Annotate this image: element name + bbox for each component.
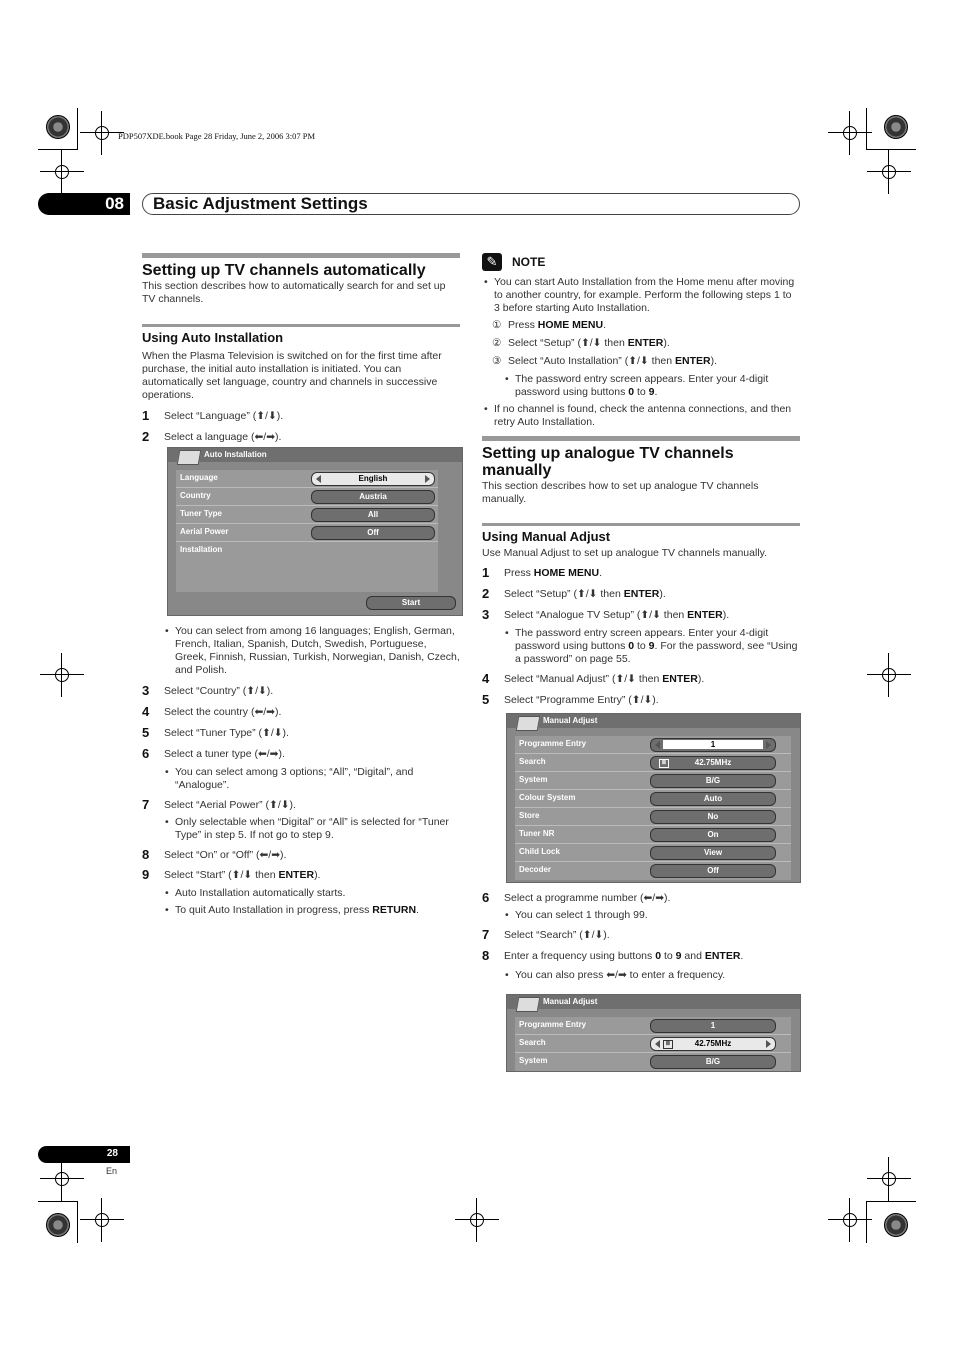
- menu-row-system[interactable]: System B/G: [515, 1053, 791, 1070]
- step: 3 Select “Country” (⬆/⬇).: [142, 683, 274, 698]
- step: 8 Enter a frequency using buttons 0 to 9 and ENTER.: [482, 948, 744, 963]
- menu-row-child-lock[interactable]: Child Lock View: [515, 844, 791, 862]
- left-column: [142, 253, 460, 444]
- crop-mark: [866, 1201, 867, 1243]
- step: 6 Select a programme number (⬅/➡).: [482, 890, 671, 905]
- menu-row-programme-entry[interactable]: Programme Entry 1: [515, 736, 791, 754]
- section-intro: This section describes how to automatically search for and set up TV channels.: [142, 280, 446, 305]
- step: 2 Select a language (⬅/➡).: [142, 429, 282, 444]
- step: 5 Select “Programme Entry” (⬆/⬇).: [482, 692, 659, 707]
- chapter-title: Basic Adjustment Settings: [153, 194, 368, 213]
- note-subbullet: • The password entry screen appears. Enter your 4-digit password using buttons 0 to 9.: [482, 373, 800, 399]
- crop-mark: [38, 149, 78, 150]
- paragraph: Use Manual Adjust to set up analogue TV channels manually.: [482, 547, 768, 559]
- screen-title: Manual Adjust: [507, 995, 800, 1009]
- tv-icon: [177, 450, 202, 465]
- step: 7 Select “Aerial Power” (⬆/⬇).: [142, 797, 296, 812]
- step: 9 Select “Start” (⬆/⬇ then ENTER).: [142, 867, 321, 882]
- crosshair-icon: [867, 653, 911, 697]
- step: 1 Press HOME MENU.: [482, 565, 603, 580]
- step: 1 Select “Language” (⬆/⬇).: [142, 408, 284, 423]
- bullet: • You can also press ⬅/➡ to enter a frequency.: [482, 969, 800, 982]
- screen-title: Auto Installation: [168, 448, 462, 462]
- step: 2 Select “Setup” (⬆/⬇ then ENTER).: [482, 586, 666, 601]
- start-button[interactable]: Start: [366, 596, 456, 610]
- menu-row-language[interactable]: Language English: [176, 470, 438, 488]
- menu-row-system[interactable]: System B/G: [515, 772, 791, 790]
- section-intro: This section describes how to set up analogue TV channels manually.: [482, 480, 759, 505]
- chapter-number: 08: [38, 193, 130, 215]
- step: 4 Select “Manual Adjust” (⬆/⬇ then ENTER).: [482, 671, 705, 686]
- language-code: En: [106, 1166, 118, 1176]
- crop-mark: [38, 1201, 78, 1202]
- bullet: • You can select from among 16 languages; English, German, French, Italian, Spanish, Dutch, Swedish, Portuguese, Greek, Finnish, Russian, Turkish, Norwegian, Danish, Czech, and Polish.: [142, 625, 460, 677]
- bullet: • You can select among 3 options; “All”, “Digital”, and “Analogue”.: [142, 766, 460, 792]
- bullet: • Auto Installation automatically starts.: [142, 887, 460, 900]
- note-substep: ② Select “Setup” (⬆/⬇ then ENTER).: [492, 337, 670, 349]
- file-meta: PDP507XDE.book Page 28 Friday, June 2, 2006 3:07 PM: [118, 131, 316, 141]
- screen-title: Manual Adjust: [507, 714, 800, 728]
- menu-row-tuner-type[interactable]: Tuner Type All: [176, 506, 438, 524]
- menu-row-search[interactable]: Search Ⅲ 42.75MHz: [515, 1035, 791, 1053]
- step: 3 Select “Analogue TV Setup” (⬆/⬇ then ENTER).: [482, 607, 730, 622]
- note-title: NOTE: [512, 255, 546, 269]
- registration-dial-icon: [46, 1213, 70, 1237]
- note-bullet: • If no channel is found, check the antenna connections, and then retry Auto Installation.: [482, 403, 800, 429]
- page-number: 28: [106, 1148, 118, 1159]
- registration-dial-icon: [884, 115, 908, 139]
- right-column: [482, 276, 800, 429]
- right-column-steps: [482, 892, 800, 982]
- section-heading: Setting up TV channels automatically: [142, 253, 460, 279]
- menu-row-search[interactable]: Search Ⅲ 42.75MHz: [515, 754, 791, 772]
- subsection-heading: Using Manual Adjust: [482, 523, 800, 544]
- step: 7 Select “Search” (⬆/⬇).: [482, 927, 610, 942]
- crosshair-icon: [40, 653, 84, 697]
- page-number-tab: [38, 1146, 130, 1163]
- auto-installation-screen: [167, 447, 463, 616]
- menu-row-colour-system[interactable]: Colour System Auto: [515, 790, 791, 808]
- crosshair-icon: [867, 150, 911, 194]
- step: 5 Select “Tuner Type” (⬆/⬇).: [142, 725, 289, 740]
- right-column-section: [482, 436, 800, 707]
- memory-icon: Ⅲ: [659, 759, 669, 768]
- crosshair-icon: [867, 1157, 911, 1201]
- registration-dial-icon: [46, 115, 70, 139]
- step: 4 Select the country (⬅/➡).: [142, 704, 282, 719]
- left-column-cont: [142, 625, 460, 917]
- memory-icon: Ⅲ: [663, 1040, 673, 1049]
- chapter-title-bar: [142, 193, 800, 215]
- crop-mark: [77, 108, 78, 150]
- subsection-heading: Using Auto Installation: [142, 324, 460, 345]
- tv-icon: [516, 716, 541, 731]
- crop-mark: [866, 149, 916, 150]
- registration-dial-icon: [884, 1213, 908, 1237]
- section-heading: Setting up analogue TV channels manually: [482, 436, 800, 479]
- bullet: • Only selectable when “Digital” or “All” is selected for “Tuner Type” in step 5. If not go to step 9.: [142, 816, 460, 842]
- crosshair-icon: [40, 1157, 84, 1201]
- note-substep: ① Press HOME MENU.: [492, 319, 607, 331]
- menu-row-country[interactable]: Country Austria: [176, 488, 438, 506]
- manual-adjust-screen: [506, 713, 801, 883]
- paragraph: When the Plasma Television is switched on for the first time after purchase, the initial auto installation is initiated. You can automatically set language, country and channels in successive operations.: [142, 350, 442, 401]
- menu-row-decoder[interactable]: Decoder Off: [515, 862, 791, 879]
- step: 6 Select a tuner type (⬅/➡).: [142, 746, 285, 761]
- crosshair-icon: [455, 1198, 499, 1242]
- bullet: • To quit Auto Installation in progress, press RETURN.: [142, 904, 460, 917]
- bullet: • The password entry screen appears. Enter your 4-digit password using buttons 0 to 9. For the password, see “Using a password” on page 55.: [482, 627, 800, 666]
- menu-row-store[interactable]: Store No: [515, 808, 791, 826]
- crop-mark: [866, 108, 867, 150]
- note-pencil-icon: ✎: [482, 253, 502, 271]
- note-bullet: • You can start Auto Installation from the Home menu after moving to another country, for example. Perform the following steps 1 to 3 before starting Auto Installation.: [482, 276, 800, 315]
- menu-row-aerial-power[interactable]: Aerial Power Off: [176, 524, 438, 542]
- manual-adjust-screen-search: [506, 994, 801, 1072]
- crop-mark: [77, 1201, 78, 1243]
- tv-icon: [516, 997, 541, 1012]
- menu-row-programme-entry[interactable]: Programme Entry 1: [515, 1017, 791, 1035]
- note-substep: ③ Select “Auto Installation” (⬆/⬇ then ENTER).: [492, 355, 718, 367]
- bullet: • You can select 1 through 99.: [482, 909, 800, 922]
- menu-row-tuner-nr[interactable]: Tuner NR On: [515, 826, 791, 844]
- menu-row-installation: Installation: [180, 545, 223, 554]
- crosshair-icon: [80, 1198, 124, 1242]
- step: 8 Select “On” or “Off” (⬅/➡).: [142, 847, 287, 862]
- crosshair-icon: [40, 150, 84, 194]
- crop-mark: [866, 1201, 916, 1202]
